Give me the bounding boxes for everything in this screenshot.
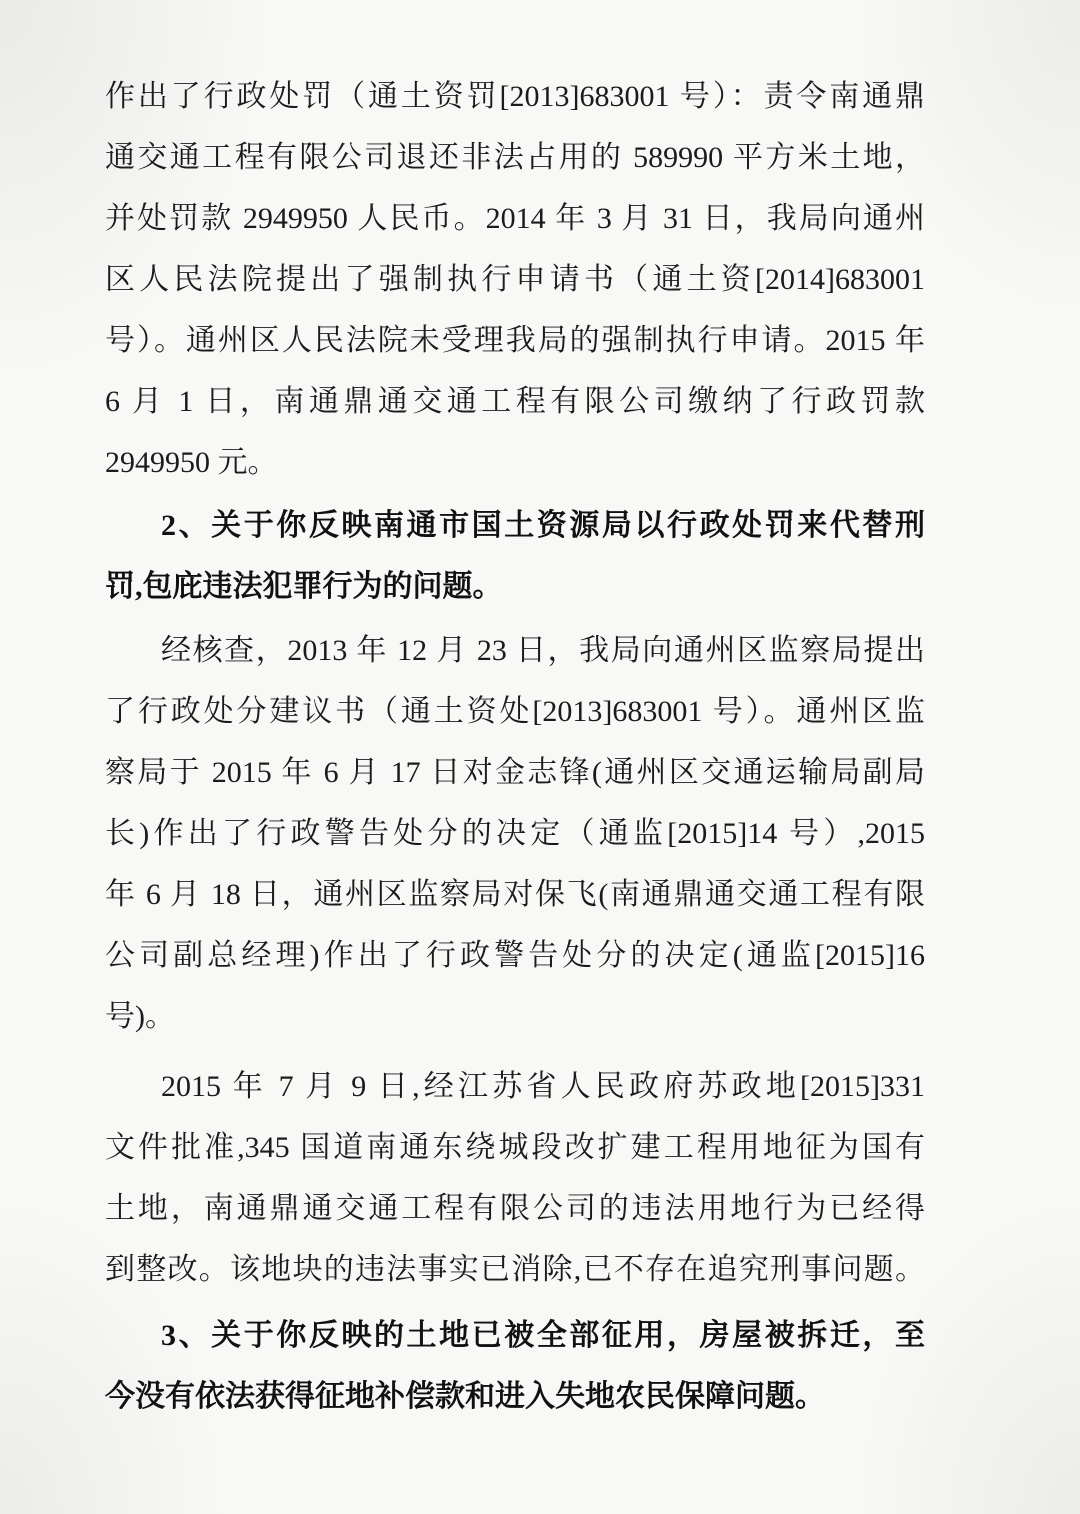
- section-heading-2: [105, 495, 925, 617]
- text-line: 长)作出了行政警告处分的决定（通监[2015]14 号）,2015: [105, 817, 925, 850]
- section-heading-3: [105, 1305, 925, 1427]
- text-line: 2949950 元。: [105, 446, 278, 479]
- text-line: 经核查，2013 年 12 月 23 日，我局向通州区监察局提出: [161, 634, 925, 667]
- text-line: 2015 年 7 月 9 日,经江苏省人民政府苏政地[2015]331: [161, 1070, 925, 1103]
- text-line: 号）。通州区人民法院未受理我局的强制执行申请。2015 年: [105, 324, 925, 357]
- document-page: [105, 66, 925, 1427]
- text-line: 通交通工程有限公司退还非法占用的 589990 平方米土地，: [105, 141, 925, 174]
- paragraph-investigation: [105, 620, 925, 1047]
- heading-line: 3、关于你反映的土地已被全部征用，房屋被拆迁，至: [161, 1319, 925, 1352]
- text-line: 公司副总经理)作出了行政警告处分的决定(通监[2015]16: [105, 939, 925, 972]
- paragraph-penalty-details: [105, 66, 925, 493]
- text-line: 到整改。该地块的违法事实已消除,已不存在追究刑事问题。: [105, 1253, 925, 1286]
- text-line: 并处罚款 2949950 人民币。2014 年 3 月 31 日，我局向通州: [105, 202, 925, 235]
- text-line: 年 6 月 18 日，通州区监察局对保飞(南通鼎通交通工程有限: [105, 878, 925, 911]
- heading-line: 罚,包庇违法犯罪行为的问题。: [105, 570, 503, 603]
- text-line: 土地，南通鼎通交通工程有限公司的违法用地行为已经得: [105, 1192, 925, 1225]
- text-line: 作出了行政处罚（通土资罚[2013]683001 号）：责令南通鼎: [105, 80, 925, 113]
- text-line: 区人民法院提出了强制执行申请书（通土资[2014]683001: [105, 263, 925, 296]
- heading-line: 2、关于你反映南通市国土资源局以行政处罚来代替刑: [161, 509, 925, 542]
- text-line: 察局于 2015 年 6 月 17 日对金志锋(通州区交通运输局副局: [105, 756, 925, 789]
- text-line: 了行政处分建议书（通土资处[2013]683001 号）。通州区监: [105, 695, 925, 728]
- heading-line: 今没有依法获得征地补偿款和进入失地农民保障问题。: [105, 1380, 825, 1413]
- text-line: 文件批准,345 国道南通东绕城段改扩建工程用地征为国有: [105, 1131, 925, 1164]
- paragraph-approval: [105, 1056, 925, 1300]
- text-line: 6 月 1 日，南通鼎通交通工程有限公司缴纳了行政罚款: [105, 385, 925, 418]
- text-line: 号)。: [105, 1000, 175, 1033]
